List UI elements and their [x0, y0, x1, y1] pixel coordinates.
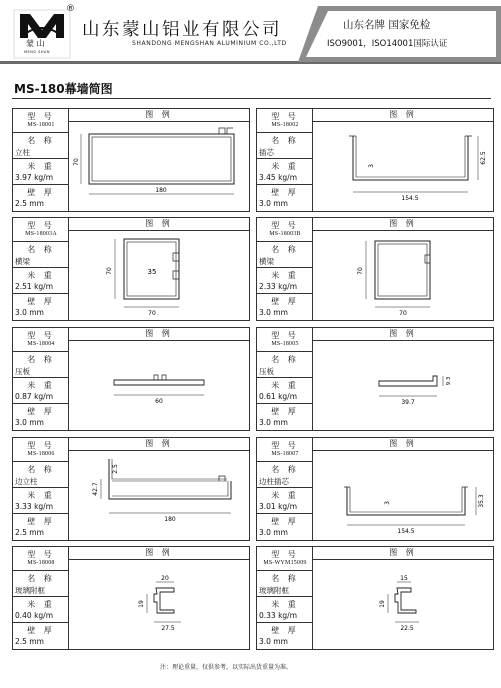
figure-column: [313, 438, 493, 540]
dim-width: 39.7: [401, 399, 415, 406]
product-card-ms-18008: [12, 546, 250, 650]
weight-label: 米 重: [27, 600, 55, 609]
product-card-ms-18001: [12, 108, 250, 212]
dim-wall: 3: [384, 501, 391, 505]
weight-label: 米 重: [271, 271, 299, 280]
spec-column: [13, 109, 69, 211]
company-name-cn: 山东蒙山铝业有限公司: [82, 20, 282, 40]
weight-label: 米 重: [271, 162, 299, 171]
figure-column: [69, 109, 249, 211]
model-label: 型 号: [27, 112, 55, 121]
product-name: 立柱: [15, 148, 30, 157]
product-weight: 3.33 kg/m: [15, 502, 54, 511]
figure-label: 图 例: [313, 328, 493, 341]
name-label: 名 称: [271, 355, 299, 364]
spec-column: [13, 438, 69, 540]
spec-column: [13, 547, 69, 649]
spec-column: [13, 328, 69, 430]
model-label: 型 号: [271, 221, 299, 230]
dim-width: 180: [155, 187, 167, 194]
product-weight: 3.45 kg/m: [259, 173, 298, 182]
figure-label: 图 例: [69, 218, 249, 231]
product-name: 插芯: [259, 148, 274, 157]
product-wall: 3.0 mm: [15, 308, 44, 317]
dim-top: 20: [161, 575, 169, 582]
product-code: MS-18003A: [25, 231, 57, 237]
dim-height: 62.5: [480, 151, 487, 165]
figure-column: [313, 109, 493, 211]
wall-label: 壁 厚: [271, 517, 299, 526]
product-weight: 2.51 kg/m: [15, 282, 54, 291]
product-name: 压板: [15, 367, 30, 376]
company-name-en: SHANDONG MENGSHAN ALUMINIUM CO.,LTD: [132, 40, 287, 47]
wall-label: 壁 厚: [27, 297, 55, 306]
profile-drawing: [313, 231, 493, 320]
product-code: MS-18001: [27, 122, 55, 128]
wall-label: 壁 厚: [271, 297, 299, 306]
profile-drawing: [313, 560, 493, 649]
weight-label: 米 重: [271, 381, 299, 390]
dim-width: 154.5: [397, 528, 415, 535]
dim-width: 70: [148, 310, 156, 317]
figure-label: 图 例: [69, 547, 249, 560]
name-label: 名 称: [27, 136, 55, 145]
profile-drawing: [69, 451, 249, 540]
product-name: 玻璃附框: [15, 586, 45, 595]
product-wall: 3.0 mm: [259, 308, 288, 317]
dim-height: 70: [357, 267, 364, 275]
dim-mid: 35: [147, 268, 157, 276]
product-code: MS-18006: [27, 451, 55, 457]
weight-label: 米 重: [271, 600, 299, 609]
profile-drawing: [313, 451, 493, 540]
product-name: 玻璃附框: [259, 586, 289, 595]
product-code: MS-18007: [271, 451, 299, 457]
product-weight: 0.33 kg/m: [259, 611, 298, 620]
product-wall: 3.0 mm: [259, 637, 288, 646]
model-label: 型 号: [27, 331, 55, 340]
title-divider: [12, 98, 491, 99]
profile-drawing: [69, 560, 249, 649]
model-label: 型 号: [271, 441, 299, 450]
product-code: MS-18004: [27, 341, 55, 347]
slogan-iso: ISO9001，ISO14001国际认证: [327, 39, 448, 49]
wall-label: 壁 厚: [27, 188, 55, 197]
product-code: MS-18008: [27, 560, 55, 566]
product-card-ms-18005: [256, 327, 494, 431]
wall-label: 壁 厚: [27, 517, 55, 526]
profile-drawing: [69, 231, 249, 320]
figure-column: [313, 328, 493, 430]
dim-height: 35.3: [478, 494, 485, 508]
name-label: 名 称: [27, 355, 55, 364]
dim-width: 60: [155, 398, 163, 405]
dim-height: 19: [138, 600, 145, 608]
model-label: 型 号: [271, 112, 299, 121]
profile-drawing: [69, 122, 249, 211]
figure-label: 图 例: [313, 218, 493, 231]
spec-column: [257, 438, 313, 540]
product-wall: 3.0 mm: [259, 528, 288, 537]
product-card-ms-wym15009: [256, 546, 494, 650]
product-code: MS-18002: [271, 122, 299, 128]
product-name: 边立柱: [15, 477, 38, 486]
figure-column: [69, 547, 249, 649]
dim-height: 70: [73, 158, 80, 166]
product-card-ms-18003b: [256, 217, 494, 321]
product-weight: 3.01 kg/m: [259, 502, 298, 511]
weight-label: 米 重: [27, 381, 55, 390]
product-weight: 0.61 kg/m: [259, 392, 298, 401]
product-code: MS-18003B: [269, 231, 301, 237]
wall-label: 壁 厚: [271, 407, 299, 416]
dim-height: 70: [106, 267, 113, 275]
footnote: 注：理论重量，仅供参考，以实际出货重量为准。: [160, 664, 293, 671]
dim-width: 27.5: [161, 625, 175, 632]
name-label: 名 称: [27, 465, 55, 474]
dim-width: 22.5: [400, 625, 414, 632]
name-label: 名 称: [27, 574, 55, 583]
name-label: 名 称: [271, 465, 299, 474]
spec-column: [13, 218, 69, 320]
product-weight: 2.33 kg/m: [259, 282, 298, 291]
figure-label: 图 例: [69, 328, 249, 341]
product-wall: 3.0 mm: [15, 418, 44, 427]
figure-label: 图 例: [69, 109, 249, 122]
dim-wall: 2.5: [112, 464, 119, 474]
product-card-ms-18006: [12, 437, 250, 541]
figure-column: [313, 547, 493, 649]
registered-mark: ®: [66, 4, 75, 14]
wall-label: 壁 厚: [27, 407, 55, 416]
weight-label: 米 重: [27, 162, 55, 171]
dim-top: 15: [400, 575, 408, 582]
product-name: 横梁: [259, 257, 274, 266]
figure-column: [69, 328, 249, 430]
profile-drawing: [313, 122, 493, 211]
product-wall: 3.0 mm: [259, 418, 288, 427]
name-label: 名 称: [271, 245, 299, 254]
model-label: 型 号: [271, 550, 299, 559]
figure-column: [69, 218, 249, 320]
product-card-ms-18007: [256, 437, 494, 541]
product-card-ms-18003a: [12, 217, 250, 321]
profile-drawing: [313, 341, 493, 430]
product-code: MS-WYM15009: [263, 560, 307, 566]
figure-label: 图 例: [313, 109, 493, 122]
product-wall: 2.5 mm: [15, 637, 44, 646]
slogan-brand: 山东名牌 国家免检: [343, 19, 431, 31]
model-label: 型 号: [27, 441, 55, 450]
weight-label: 米 重: [271, 491, 299, 500]
figure-label: 图 例: [313, 438, 493, 451]
wall-label: 壁 厚: [27, 626, 55, 635]
figure-label: 图 例: [313, 547, 493, 560]
product-wall: 2.5 mm: [15, 528, 44, 537]
spec-column: [257, 218, 313, 320]
dim-height: 9.3: [446, 376, 452, 386]
dim-width: 180: [164, 516, 176, 523]
name-label: 名 称: [271, 574, 299, 583]
logo-small-text: MENG SHAN: [24, 50, 51, 54]
dim-width: 154.5: [401, 195, 419, 202]
page-header: [0, 0, 501, 64]
dim-height: 19: [379, 600, 386, 608]
product-card-ms-18002: [256, 108, 494, 212]
product-weight: 0.87 kg/m: [15, 392, 54, 401]
dim-height: 42.7: [92, 482, 99, 496]
product-wall: 3.0 mm: [259, 199, 288, 208]
product-name: 边柱插芯: [259, 477, 289, 486]
weight-label: 米 重: [27, 491, 55, 500]
spec-column: [257, 328, 313, 430]
spec-column: [257, 109, 313, 211]
weight-label: 米 重: [27, 271, 55, 280]
page-title: MS-180幕墙简图: [14, 82, 113, 96]
logo-chinese-text: 蒙 山: [26, 39, 45, 48]
product-weight: 0.40 kg/m: [15, 611, 54, 620]
model-label: 型 号: [27, 550, 55, 559]
model-label: 型 号: [27, 221, 55, 230]
dim-wall: 3: [368, 164, 375, 168]
product-weight: 3.97 kg/m: [15, 173, 54, 182]
name-label: 名 称: [271, 136, 299, 145]
profile-drawing: [69, 341, 249, 430]
product-code: MS-18005: [271, 341, 299, 347]
figure-column: [69, 438, 249, 540]
spec-column: [257, 547, 313, 649]
figure-column: [313, 218, 493, 320]
model-label: 型 号: [271, 331, 299, 340]
product-wall: 2.5 mm: [15, 199, 44, 208]
product-name: 横梁: [15, 257, 30, 266]
wall-label: 壁 厚: [271, 626, 299, 635]
wall-label: 壁 厚: [271, 188, 299, 197]
product-card-ms-18004: [12, 327, 250, 431]
name-label: 名 称: [27, 245, 55, 254]
dim-width: 70: [399, 310, 407, 317]
figure-label: 图 例: [69, 438, 249, 451]
product-name: 压板: [259, 367, 274, 376]
